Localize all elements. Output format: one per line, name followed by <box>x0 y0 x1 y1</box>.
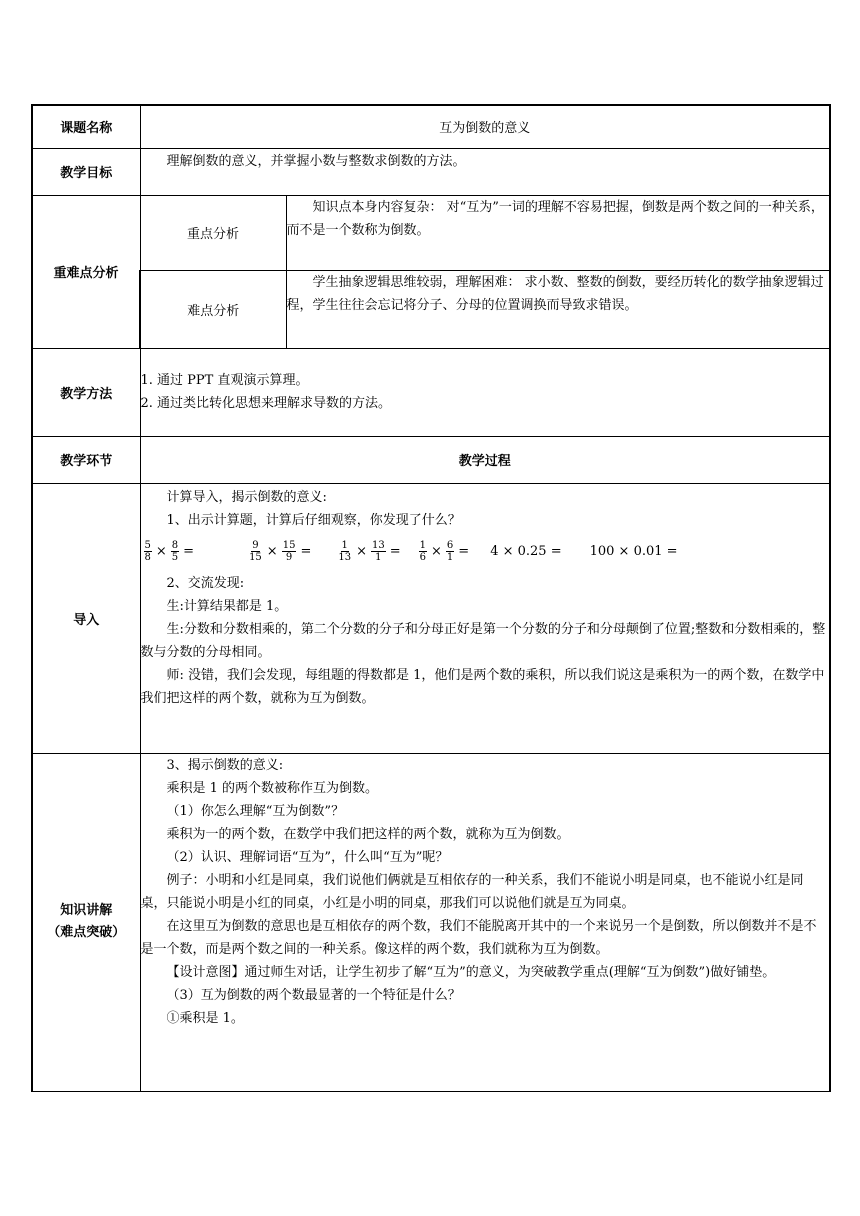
keypoints-label: 重难点分析 <box>32 195 140 348</box>
knowledge-line: 在这里互为倒数的意思也是互相依存的两个数，我们不能脱离开其中的一个来说另一个是倒数，所以倒数并不是不是一个数，而是两个数之间的一种关系。像这样的两个数，我们就称为互为倒数。 <box>140 918 817 957</box>
method-item: 1. 通过 PPT 直观演示算理。 <box>140 373 309 388</box>
intro-line: 师: 没错，我们会发现，每组题的得数都是 1，他们是两个数的乘积，所以我们说这是乘积为一的两个数，在数学中我们把这样的两个数，就称为互为倒数。 <box>140 667 825 706</box>
row-section-header <box>32 436 830 483</box>
row-focus <box>32 195 830 270</box>
row-goal <box>32 148 830 195</box>
lesson-plan-table <box>31 104 831 1092</box>
knowledge-line: （1）你怎么理解“互为倒数”？ <box>166 803 345 819</box>
calc-expr-5: 4 × 0.25 = <box>490 544 562 559</box>
difficulty-label: 难点分析 <box>140 270 286 348</box>
difficulty-text: 学生抽象逻辑思维较弱，理解困难： 求小数、整数的倒数，要经历转化的数学抽象逻辑过程，学生往往会忘记将分子、分母的位置调换而导致求错误。 <box>286 274 824 313</box>
knowledge-line: 乘积是 1 的两个数被称作互为倒数。 <box>166 780 379 796</box>
knowledge-line: （3）互为倒数的两个数最显著的一个特征是什么？ <box>166 987 461 1003</box>
knowledge-line: 乘积为一的两个数，在数学中我们把这样的两个数，就称为互为倒数。 <box>166 826 570 842</box>
row-title <box>32 105 830 148</box>
intro-line: 2、交流发现: <box>166 575 245 591</box>
intro-line: 计算导入，揭示倒数的意义: <box>166 489 327 505</box>
calc-problems <box>141 532 830 572</box>
row-intro <box>32 483 830 753</box>
section-value: 教学过程 <box>140 436 830 483</box>
calc-expr-2: $\frac{9}{15}$ × $\frac{15}{9}$ = <box>249 540 312 563</box>
section-label: 教学环节 <box>32 436 140 483</box>
calc-expr-6: 100 × 0.01 = <box>589 544 678 559</box>
row-difficulty <box>32 270 830 348</box>
title-label: 课题名称 <box>32 105 140 148</box>
method-item: 2. 通过类比转化思想来理解求导数的方法。 <box>140 396 392 411</box>
focus-text: 知识点本身内容复杂： 对“互为”一词的理解不容易把握，倒数是两个数之间的一种关系，而不是一个数称为倒数。 <box>286 199 824 238</box>
knowledge-line: （2）认识、理解词语“互为”，什么叫“互为”呢？ <box>166 849 449 865</box>
intro-line: 生:分数和分数相乘的，第二个分数的分子和分母正好是第一个分数的分子和分母颠倒了位置;整数和分数相乘的，整数与分数的分母相同。 <box>140 621 826 660</box>
calc-expr-1: $\frac{5}{8}$ × $\frac{8}{5}$ = <box>144 540 195 563</box>
goal-text: 理解倒数的意义，并掌握小数与整数求倒数的方法。 <box>166 153 466 169</box>
knowledge-line: ①乘积是 1。 <box>166 1010 244 1026</box>
lesson-title: 互为倒数的意义 <box>140 105 830 148</box>
calc-expr-3: $\frac{1}{13}$ × $\frac{13}{1}$ = <box>338 540 401 563</box>
intro-line: 生:计算结果都是 1。 <box>166 598 288 614</box>
row-method <box>32 348 830 436</box>
design-intent: 【设计意图】通过师生对话，让学生初步了解“互为”的意义，为突破教学重点(理解“互为倒数”)做好铺垫。 <box>166 964 776 980</box>
knowledge-line: 3、揭示倒数的意义: <box>166 757 284 773</box>
intro-line: 1、出示计算题，计算后仔细观察，你发现了什么？ <box>166 512 461 528</box>
calc-expr-4: $\frac{1}{6}$ × $\frac{6}{1}$ = <box>419 540 470 563</box>
knowledge-line: 例子：小明和小红是同桌，我们说他们俩就是互相依存的一种关系，我们不能说小明是同桌，也不能说小红是同桌，只能说小明是小红的同桌，小红是小明的同桌，那我们可以说他们就是互为同桌。 <box>140 872 804 911</box>
knowledge-label: 知识讲解 （难点突破） <box>32 753 140 1091</box>
method-label: 教学方法 <box>32 348 140 436</box>
row-knowledge <box>32 753 830 1091</box>
focus-label: 重点分析 <box>140 195 286 270</box>
intro-label: 导入 <box>32 483 140 753</box>
goal-label: 教学目标 <box>32 148 140 195</box>
